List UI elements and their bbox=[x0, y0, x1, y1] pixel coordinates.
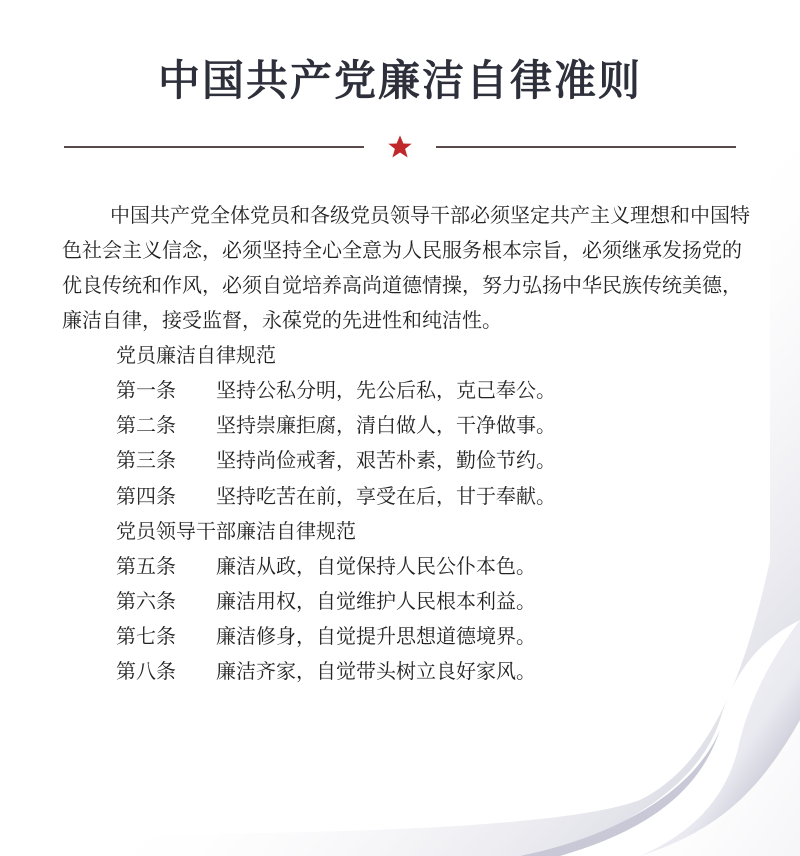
article-number: 第三条 bbox=[116, 448, 176, 473]
divider-right bbox=[436, 146, 736, 148]
document-body bbox=[62, 198, 752, 690]
section-heading-members: 党员廉洁自律规范 bbox=[116, 343, 276, 367]
article-number: 第二条 bbox=[116, 413, 176, 438]
article-row bbox=[62, 619, 752, 654]
article-number: 第五条 bbox=[116, 553, 176, 578]
article-row bbox=[62, 479, 752, 514]
article-text: 坚持尚俭戒奢，艰苦朴素，勤俭节约。 bbox=[216, 448, 556, 473]
article-row bbox=[62, 408, 752, 443]
page-title: 中国共产党廉洁自律准则 bbox=[157, 56, 642, 105]
article-text: 廉洁用权，自觉维护人民根本利益。 bbox=[216, 588, 536, 613]
article-number: 第一条 bbox=[116, 378, 176, 402]
article-text: 坚持公私分明，先公后私，克己奉公。 bbox=[216, 378, 556, 402]
divider-left bbox=[64, 146, 364, 148]
article-text: 廉洁修身，自觉提升思想道德境界。 bbox=[216, 624, 536, 649]
star-icon bbox=[386, 133, 414, 161]
article-number: 第六条 bbox=[116, 588, 176, 613]
section-heading-leaders: 党员领导干部廉洁自律规范 bbox=[116, 518, 356, 543]
article-text: 坚持崇廉拒腐，清白做人，干净做事。 bbox=[216, 413, 556, 438]
article-row bbox=[62, 373, 752, 408]
article-row bbox=[62, 584, 752, 619]
article-text: 廉洁从政，自觉保持人民公仆本色。 bbox=[216, 553, 536, 578]
article-number: 第七条 bbox=[116, 624, 176, 649]
article-text: 坚持吃苦在前，享受在后，甘于奉献。 bbox=[216, 483, 556, 508]
intro-paragraph: 中国共产党全体党员和各级党员领导干部必须坚定共产主义理想和中国特色社会主义信念，必须坚持全心全意为人民服务根本宗旨，必须继承发扬党的优良传统和作风，必须自觉培养高尚道德情操，努力弘扬中华民族传统美德，廉洁自律，接受监督，永葆党的先进性和纯洁性。 bbox=[62, 203, 750, 332]
article-row bbox=[62, 654, 752, 689]
article-row bbox=[62, 549, 752, 584]
article-text: 廉洁齐家，自觉带头树立良好家风。 bbox=[216, 659, 536, 684]
article-number: 第八条 bbox=[116, 659, 176, 684]
article-row bbox=[62, 443, 752, 478]
article-number: 第四条 bbox=[116, 483, 176, 508]
